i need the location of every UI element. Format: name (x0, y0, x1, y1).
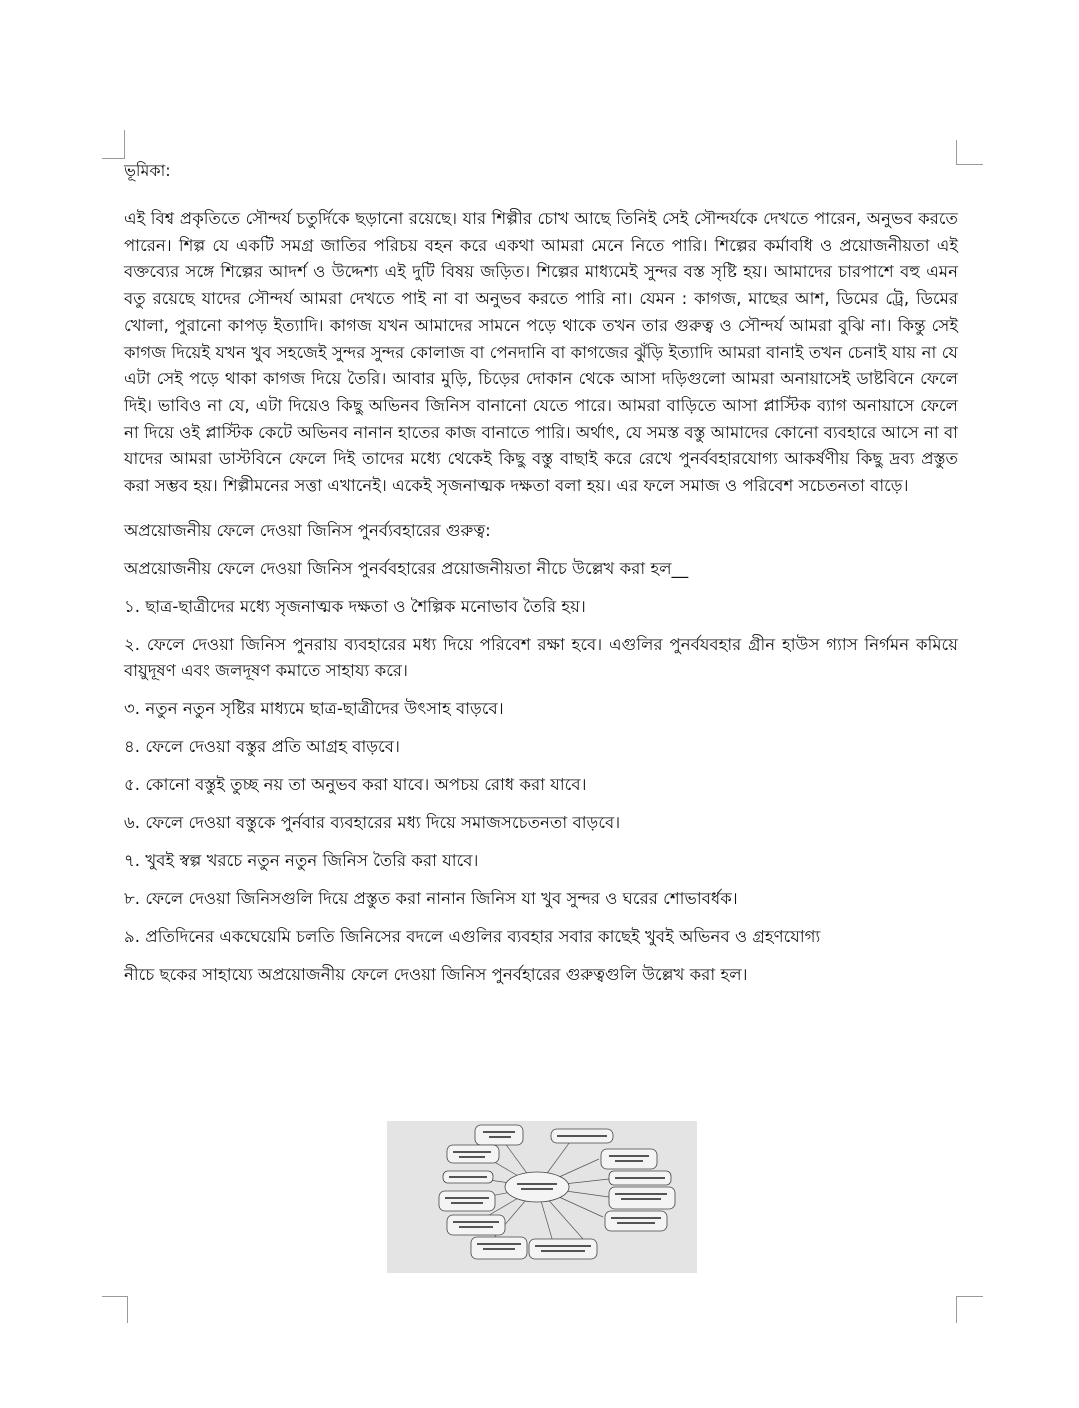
chart-intro: নীচে ছকের সাহায্যে অপ্রয়োজনীয় ফেলে দেওয়া জিনিস পুনর্বহারের গুরুত্বগুলি উল্লেখ করা হল। (124, 964, 748, 984)
list-item: ১. ছাত্র-ছাত্রীদের মধ্যে সৃজনাত্মক দক্ষতা ও শৈল্পিক মনোভাব তৈরি হয়। (124, 596, 586, 616)
crop-mark-bottom-left (102, 1296, 128, 1323)
mind-map-graphic (387, 1121, 697, 1273)
importance-heading: অপ্রয়োজনীয় ফেলে দেওয়া জিনিস পুনর্ব্যবহারের গুরুত্ব: (124, 520, 491, 540)
document-body (124, 158, 958, 988)
list-item: ৭. খুবই স্বল্প খরচে নতুন নতুন জিনিস তৈরি করা যাবে। (124, 850, 479, 870)
list-item: ৪. ফেলে দেওয়া বস্তুর প্রতি আগ্রহ বাড়বে। (124, 736, 400, 756)
list-item: ৯. প্রতিদিনের একঘেয়েমি চলতি জিনিসের বদলে এগুলির ব্যবহার সবার কাছেই খুবই অভিনব ও গ্রহণযোগ্য (124, 926, 821, 946)
crop-mark-top-left (102, 130, 125, 159)
crop-mark-bottom-right (956, 1296, 983, 1323)
intro-paragraph: এই বিশ্ব প্রকৃতিতে সৌন্দর্য চতুর্দিকে ছড়ানো রয়েছে। যার শিল্পীর চোখ আছে তিনিই সেই সৌন্দর্যকে দেখতে পারেন, অনুভব করতে পারেন। শিল্প যে একটি সমগ্র জাতির পরিচয় বহন করে একথা আমরা মেনে নিতে পারি। শিল্পের কর্মাবধি ও প্রয়োজনীয়তা এই বক্তব্যের সঙ্গে শিল্পের আদর্শ ও উদ্দেশ্য এই দুটি বিষয় জড়িত। শিল্পের মাধ্যমেই সুন্দর বস্ত সৃষ্টি হয়। আমাদের চারপাশে বহু এমন বতু রয়েছে যাদের সৌন্দর্য আমরা দেখতে পাই না বা অনুভব করতে পারি না। যেমন : কাগজ, মাছের আশ, ডিমের ট্রে, ডিমের খোলা, পুরানো কাপড় ইত্যাদি। কাগজ যখন আমাদের সামনে পড়ে থাকে তখন তার গুরুত্ব ও সৌন্দর্য আমরা বুঝি না। কিন্তু সেই কাগজ দিয়েই যখন খুব সহজেই সুন্দর সুন্দর কোলাজ বা পেনদানি বা কাগজের ঝুঁড়ি ইত্যাদি আমরা বানাই তখন চেনাই যায় না যে এটা সেই পড়ে থাকা কাগজ দিয়ে তৈরি। আবার মুড়ি, চিড়ের দোকান থেকে আসা দড়িগুলো আমরা অনায়াসেই ডাষ্টবিনে ফেলে দিই। ভাবিও না যে, এটা দিয়েও কিছু অভিনব জিনিস বানানো যেতে পারে। আমরা বাড়িতে আসা প্লাস্টিক ব্যাগ অনায়াসে ফেলে না দিয়ে ওই প্লাস্টিক কেটে অভিনব নানান হাতের কাজ বানাতে পারি। অর্থাৎ, যে সমস্ত বস্তু আমাদের কোনো ব্যবহারে আসে না বা যাদের আমরা ডাস্টবিনে ফেলে দিই তাদের মধ্যে থেকেই কিছু বস্তু বাছাই করে রেখে পুনর্ববহারযোগ্য আকর্ষণীয় কিছু দ্রব্য প্রস্তুত করা সম্ভব হয়। শিল্পীমনের সত্তা এখানেই। একেই সৃজনাত্মক দক্ষতা বলা হয়। এর ফলে সমাজ ও পরিবেশ সচেতনতা বাড়ে। (124, 209, 958, 496)
list-intro: অপ্রয়োজনীয় ফেলে দেওয়া জিনিস পুনর্ববহারের প্রয়োজনীয়তা নীচে উল্লেখ করা হল__ (124, 558, 689, 578)
mind-map-image (387, 1121, 697, 1273)
list-item: ৩. নতুন নতুন সৃষ্টির মাধ্যমে ছাত্র-ছাত্রীদের উৎসাহ বাড়বে। (124, 698, 504, 718)
list-item: ৮. ফেলে দেওয়া জিনিসগুলি দিয়ে প্রস্তুত করা নানান জিনিস যা খুব সুন্দর ও ঘরের শোভাবর্ধক। (124, 888, 738, 908)
crop-mark-top-right (956, 140, 983, 165)
list-item: ৬. ফেলে দেওয়া বস্তুকে পুর্নবার ব্যবহারের মধ্য দিয়ে সমাজসচেতনতা বাড়বে। (124, 812, 621, 832)
intro-heading: ভূমিকা: (124, 161, 171, 180)
list-item: ৫. কোনো বস্তুই তুচ্ছ নয় তা অনুভব করা যাবে। অপচয় রোধ করা যাবে। (124, 774, 587, 794)
list-item: ২. ফেলে দেওয়া জিনিস পুনরায় ব্যবহারের মধ্য দিয়ে পরিবেশ রক্ষা হবে। এগুলির পুনর্বযবহার গ্রীন হাউস গ্যাস নির্গমন কমিয়ে বায়ুদূষণ এবং জলদূষণ কমাতে সাহায্য করে। (124, 634, 958, 680)
